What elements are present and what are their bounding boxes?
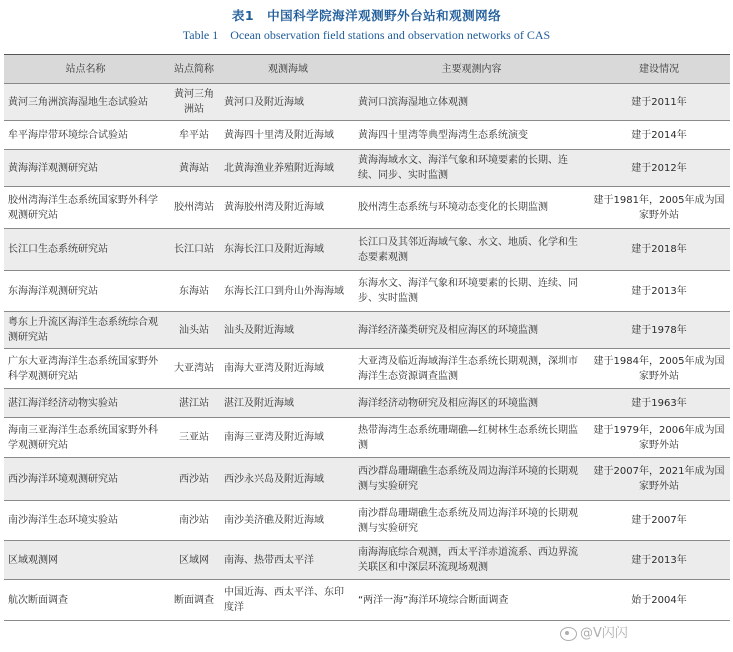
station-abbr-cell: 牟平站	[179, 129, 209, 141]
table-row	[4, 150, 730, 187]
observation-area-cell: 西沙永兴岛及附近海域	[224, 473, 324, 485]
station-name-cell: 胶州湾海洋生态系统国家野外科学观测研究站	[8, 194, 158, 221]
table-row	[4, 84, 730, 121]
station-abbr-cell: 区域网	[179, 554, 209, 566]
main-content-cell: 黄海海域水文、海洋气象和环境要素的长期、连续、同步、实时监测	[358, 155, 568, 181]
station-name-cell: 黄海海洋观测研究站	[8, 162, 98, 174]
table-row	[4, 580, 730, 621]
station-name-cell: 粤东上升流区海洋生态系统综合观测研究站	[8, 317, 158, 343]
construction-status-cell: 建于2013年	[631, 285, 687, 297]
observation-area-cell: 南海三亚湾及附近海域	[224, 432, 324, 443]
main-content-cell: “两洋一海”海洋环境综合断面调查	[358, 594, 509, 606]
weibo-icon	[560, 627, 577, 641]
observation-area-cell: 湛江及附近海域	[224, 397, 294, 409]
table-body	[4, 84, 730, 621]
station-abbr-cell: 湛江站	[179, 397, 209, 409]
observation-area-cell: 黄河口及附近海域	[224, 96, 304, 108]
observation-area-cell: 南海大亚湾及附近海域	[224, 363, 324, 374]
construction-status-cell: 建于2018年	[631, 244, 687, 255]
table-row	[4, 187, 730, 229]
station-name-cell: 东海海洋观测研究站	[8, 285, 98, 297]
station-abbr-cell: 三亚站	[179, 432, 209, 443]
construction-status-cell: 建于1963年	[631, 397, 687, 409]
observation-area-cell: 汕头及附近海域	[224, 324, 294, 336]
main-content-cell: 热带海湾生态系统珊瑚礁—红树林生态系统长期监测	[358, 424, 578, 451]
table-row	[4, 121, 730, 150]
table-header-row	[4, 55, 730, 84]
station-name-cell: 广东大亚湾海洋生态系统国家野外科学观测研究站	[8, 355, 158, 382]
table-row	[4, 458, 730, 501]
header-station-abbr: 站点简称	[174, 63, 214, 75]
main-content-cell: 东海水文、海洋气象和环境要素的长期、连续、同步、实时监测	[358, 278, 578, 304]
main-content-cell: 长江口及其邻近海域气象、水文、地质、化学和生态要素观测	[358, 236, 578, 263]
construction-status-cell: 建于2012年	[631, 162, 687, 174]
table-row	[4, 312, 730, 349]
table-row	[4, 501, 730, 541]
observation-area-cell: 南海、热带西太平洋	[224, 554, 314, 566]
main-content-cell: 西沙群岛珊瑚礁生态系统及周边海洋环境的长期观测与实验研究	[358, 466, 578, 492]
station-name-cell: 长江口生态系统研究站	[8, 244, 108, 255]
header-observation-area: 观测海域	[268, 63, 308, 75]
construction-status-cell: 建于2007年，2021年成为国家野外站	[593, 466, 725, 492]
observation-area-cell: 黄海四十里湾及附近海域	[224, 129, 334, 141]
main-content-cell: 海洋经济动物研究及相应海区的环境监测	[358, 397, 538, 409]
station-abbr-cell: 长江口站	[174, 244, 214, 255]
construction-status-cell: 建于1981年，2005年成为国家野外站	[593, 194, 725, 221]
observation-area-cell: 南沙美济礁及附近海域	[224, 515, 324, 526]
table-row	[4, 349, 730, 389]
station-abbr-cell: 西沙站	[179, 473, 209, 485]
main-content-cell: 黄河口滨海湿地立体观测	[358, 96, 468, 108]
station-abbr-cell: 汕头站	[179, 324, 209, 336]
table-row	[4, 229, 730, 271]
main-content-cell: 黄海四十里湾等典型海湾生态系统演变	[358, 129, 528, 141]
station-abbr-cell: 胶州湾站	[174, 202, 214, 213]
construction-status-cell: 建于1984年，2005年成为国家野外站	[593, 355, 725, 382]
main-content-cell: 海洋经济藻类研究及相应海区的环境监测	[358, 324, 538, 336]
construction-status-cell: 建于1978年	[631, 324, 687, 336]
station-name-cell: 航次断面调查	[8, 594, 68, 606]
table-row	[4, 271, 730, 312]
station-abbr-cell: 大亚湾站	[174, 363, 214, 374]
station-name-cell: 西沙海洋环境观测研究站	[8, 473, 118, 485]
table-caption-english: Table 1 Ocean observation field stations and observation networks of CAS	[182, 28, 551, 42]
header-construction-status: 建设情况	[639, 63, 679, 75]
construction-status-cell: 建于2007年	[631, 515, 687, 526]
watermark-text: @V闪闪	[580, 626, 628, 641]
observation-area-cell: 黄海胶州湾及附近海域	[224, 202, 324, 213]
station-name-cell: 牟平海岸带环境综合试验站	[8, 129, 128, 141]
station-name-cell: 湛江海洋经济动物实验站	[8, 397, 118, 409]
main-content-cell: 南海海底综合观测，西太平洋赤道流系、西边界流关联区和中深层环流现场观测	[358, 547, 578, 573]
observation-area-cell: 东海长江口及附近海域	[224, 244, 324, 255]
construction-status-cell: 始于2004年	[631, 594, 687, 606]
station-name-cell: 黄河三角洲滨海湿地生态试验站	[8, 96, 148, 108]
main-content-cell: 南沙群岛珊瑚礁生态系统及周边海洋环境的长期观测与实验研究	[358, 507, 578, 534]
construction-status-cell: 建于2011年	[631, 96, 687, 108]
station-name-cell: 南沙海洋生态环境实验站	[8, 515, 118, 526]
main-content-cell: 大亚湾及临近海域海洋生态系统长期观测，深圳市海洋生态资源调查监测	[358, 355, 578, 382]
station-abbr-cell: 东海站	[179, 285, 209, 297]
table-row	[4, 418, 730, 458]
table-row	[4, 541, 730, 580]
observation-area-cell: 北黄海渔业养殖附近海域	[224, 162, 334, 174]
observation-area-cell: 东海长江口到舟山外海海域	[224, 285, 344, 297]
station-name-cell: 海南三亚海洋生态系统国家野外科学观测研究站	[8, 424, 158, 451]
station-abbr-cell: 黄河三角洲站	[174, 89, 214, 115]
table-caption-chinese: 表1 中国科学院海洋观测野外台站和观测网络	[231, 8, 502, 23]
observation-area-cell: 中国近海、西太平洋、东印度洋	[224, 587, 344, 613]
stations-table	[4, 54, 730, 621]
station-abbr-cell: 南沙站	[179, 515, 209, 526]
construction-status-cell: 建于2013年	[631, 554, 687, 566]
table-row	[4, 389, 730, 418]
main-content-cell: 胶州湾生态系统与环境动态变化的长期监测	[358, 202, 548, 213]
construction-status-cell: 建于1979年，2006年成为国家野外站	[593, 424, 725, 451]
station-abbr-cell: 黄海站	[179, 162, 209, 174]
header-main-content: 主要观测内容	[441, 63, 502, 75]
station-abbr-cell: 断面调查	[174, 594, 214, 606]
construction-status-cell: 建于2014年	[631, 129, 687, 141]
header-station-name: 站点名称	[65, 63, 106, 75]
watermark	[560, 622, 628, 641]
station-name-cell: 区域观测网	[8, 554, 58, 566]
